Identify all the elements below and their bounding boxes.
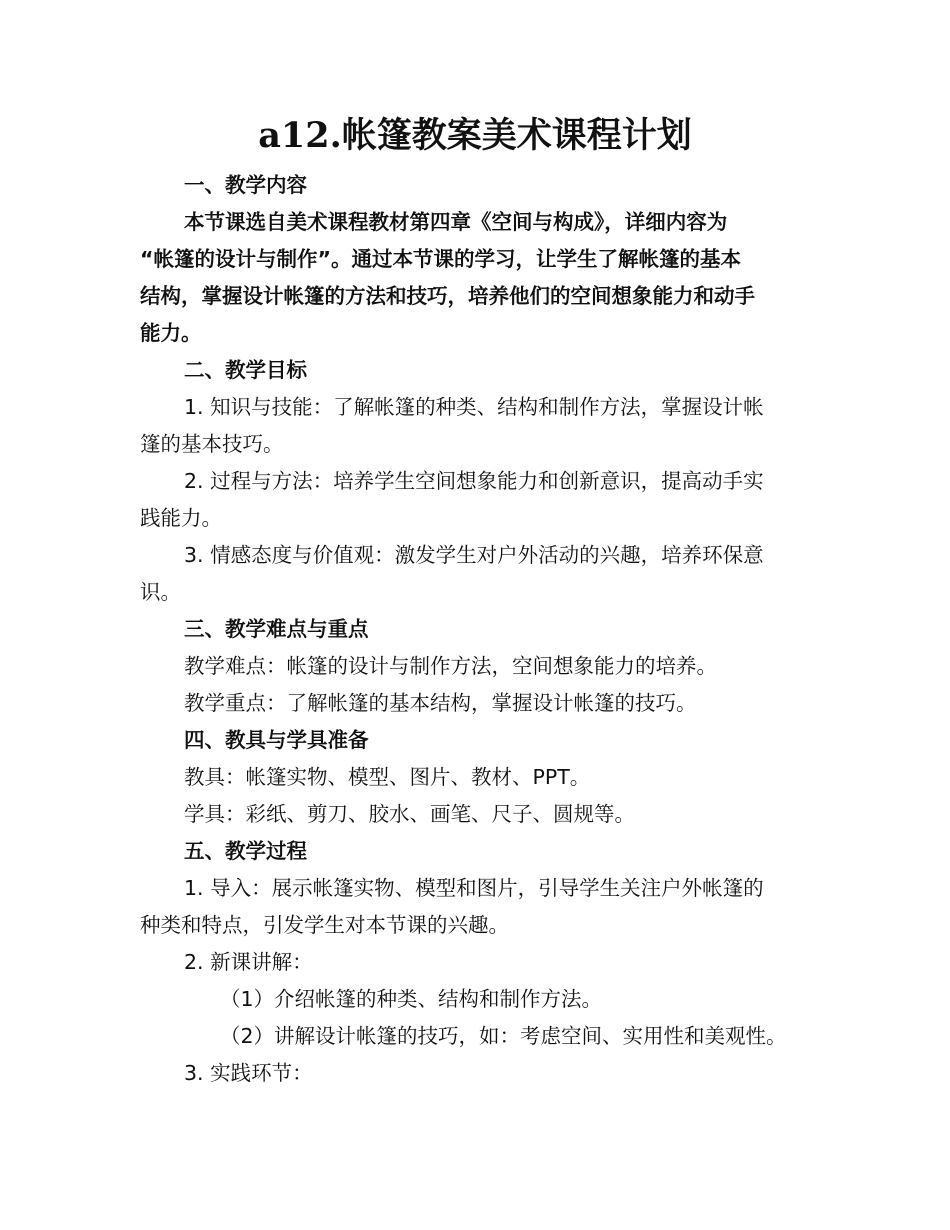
paragraph-line: 教学重点：了解帐篷的基本结构，掌握设计帐篷的技巧。 — [184, 691, 697, 715]
list-item-line: 2. 新课讲解： — [184, 950, 313, 974]
sub-item-line: （1）介绍帐篷的种类、结构和制作方法。 — [220, 987, 603, 1011]
section-heading-materials: 四、教具与学具准备 — [184, 728, 369, 752]
document-title: a12.帐篷教案美术课程计划 — [258, 115, 692, 156]
list-item-line: 3. 实践环节： — [184, 1061, 313, 1085]
list-item-line: 1. 导入：展示帐篷实物、模型和图片，引导学生关注户外帐篷的 — [184, 876, 764, 900]
list-item-line: 种类和特点，引发学生对本节课的兴趣。 — [140, 913, 509, 937]
list-item-line: 篷的基本技巧。 — [140, 432, 284, 456]
paragraph-line: 能力。 — [140, 321, 202, 345]
list-item-line: 3. 情感态度与价值观：激发学生对户外活动的兴趣，培养环保意 — [184, 543, 764, 567]
list-item-line: 1. 知识与技能：了解帐篷的种类、结构和制作方法，掌握设计帐 — [184, 395, 764, 419]
list-item-line: 践能力。 — [140, 506, 222, 530]
paragraph-line: 结构，掌握设计帐篷的方法和技巧，培养他们的空间想象能力和动手 — [140, 284, 755, 308]
paragraph-line: 学具：彩纸、剪刀、胶水、画笔、尺子、圆规等。 — [184, 802, 635, 826]
paragraph-line: 本节课选自美术课程教材第四章《空间与构成》，详细内容为 — [184, 210, 728, 234]
section-heading-difficulties: 三、教学难点与重点 — [184, 617, 369, 641]
paragraph-line: 教具：帐篷实物、模型、图片、教材、PPT。 — [184, 765, 591, 789]
section-heading-objectives: 二、教学目标 — [184, 358, 307, 382]
list-item-line: 2. 过程与方法：培养学生空间想象能力和创新意识，提高动手实 — [184, 469, 764, 493]
list-item-line: 识。 — [140, 580, 181, 604]
section-heading-process: 五、教学过程 — [184, 839, 307, 863]
section-heading-content: 一、教学内容 — [184, 173, 307, 197]
paragraph-line: 教学难点：帐篷的设计与制作方法，空间想象能力的培养。 — [184, 654, 717, 678]
paragraph-line: “帐篷的设计与制作”。通过本节课的学习，让学生了解帐篷的基本 — [140, 247, 741, 271]
sub-item-line: （2）讲解设计帐篷的技巧，如：考虑空间、实用性和美观性。 — [220, 1024, 787, 1048]
